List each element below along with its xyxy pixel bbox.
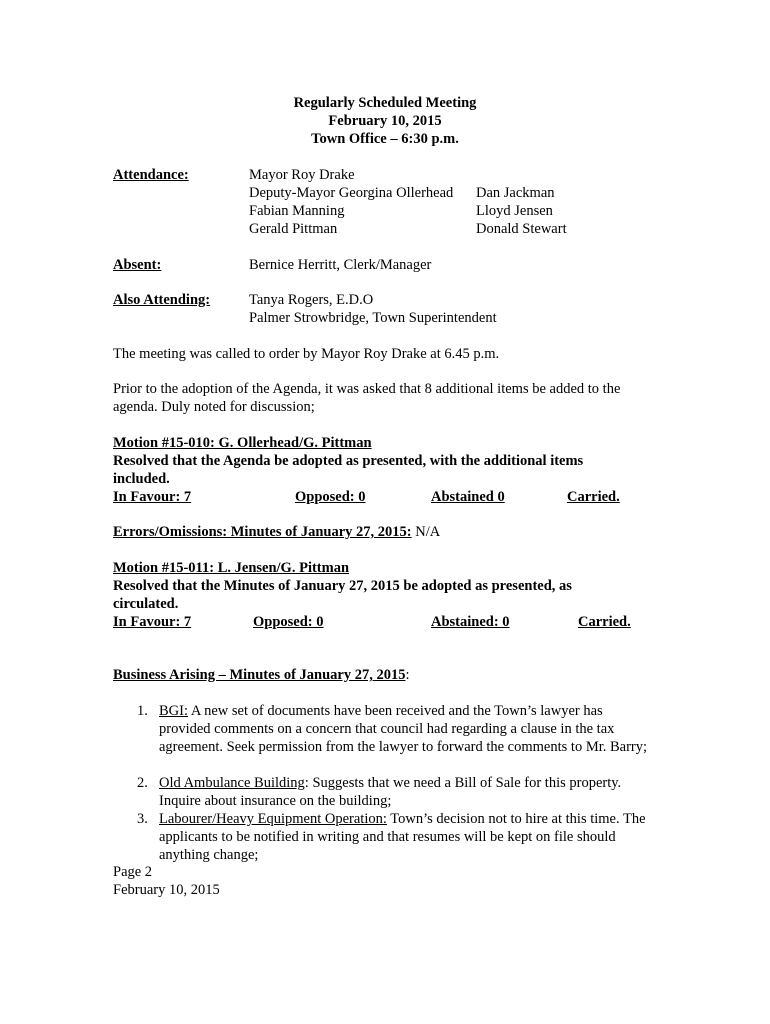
- vote-abstained: Abstained 0: [431, 489, 505, 505]
- agenda-note: Prior to the adoption of the Agenda, it was asked that 8 additional items be added to the agenda. Duly noted for discussion;: [113, 381, 621, 415]
- also-attending-value: Palmer Strowbridge, Town Superintendent: [249, 310, 497, 326]
- list-item: [159, 774, 654, 810]
- business-arising-title: Business Arising – Minutes of January 27, 2015: [113, 667, 406, 683]
- vote-result: Carried.: [567, 489, 620, 505]
- list-item-text: A new set of documents have been received and the Town’s lawyer has provided comments on a concern that council had regarding a clause in the tax agreement. Seek permission from the lawyer to forward the comments to Mr. Barry;: [159, 703, 648, 755]
- meeting-location: Town Office – 6:30 p.m.: [311, 131, 459, 147]
- errors-omissions: [113, 523, 440, 541]
- attendee: Gerald Pittman: [249, 221, 338, 237]
- attendee: Lloyd Jensen: [476, 203, 553, 219]
- attendee: Fabian Manning: [249, 203, 345, 219]
- attendee: Donald Stewart: [476, 221, 567, 237]
- errors-value: N/A: [411, 524, 441, 540]
- list-item-label: BGI:: [159, 703, 188, 719]
- motion-resolution: Resolved that the Agenda be adopted as presented, with the additional items included.: [113, 453, 584, 487]
- attendee: Mayor Roy Drake: [249, 167, 355, 183]
- attendance-label: Attendance:: [113, 167, 189, 183]
- call-to-order: The meeting was called to order by Mayor Roy Drake at 6.45 p.m.: [113, 346, 500, 362]
- meeting-title: Regularly Scheduled Meeting: [293, 95, 477, 111]
- errors-label: Errors/Omissions: Minutes of January 27, 2015:: [113, 524, 412, 540]
- list-item-text: : Suggests that we need a Bill of Sale for this property. Inquire about insurance on the building;: [159, 775, 622, 809]
- motion-title: Motion #15-010: G. Ollerhead/G. Pittman: [113, 435, 372, 451]
- vote-result: Carried.: [578, 614, 631, 630]
- footer-page-number: Page 2: [113, 864, 153, 880]
- vote-in-favour: In Favour: 7: [113, 614, 192, 630]
- attendee: Dan Jackman: [476, 185, 555, 201]
- absent-label: Absent:: [113, 257, 162, 273]
- motion-resolution: Resolved that the Minutes of January 27, 2015 be adopted as presented, as circulated.: [113, 578, 572, 612]
- business-arising-heading: [113, 666, 410, 684]
- also-attending-value: Tanya Rogers, E.D.O: [249, 292, 374, 308]
- list-item-text: Town’s decision not to hire at this time. The applicants to be notified in writing and that resumes will be kept on file should anything change;: [159, 811, 646, 863]
- footer-date: February 10, 2015: [113, 882, 220, 898]
- vote-in-favour: In Favour: 7: [113, 489, 192, 505]
- absent-value: Bernice Herritt, Clerk/Manager: [249, 257, 432, 273]
- business-arising-colon: :: [405, 667, 410, 683]
- list-item: [159, 702, 654, 756]
- meeting-date: February 10, 2015: [328, 113, 442, 129]
- vote-opposed: Opposed: 0: [295, 489, 366, 505]
- also-attending-label: Also Attending:: [113, 292, 211, 308]
- list-number: 1.: [137, 703, 148, 719]
- attendee: Deputy-Mayor Georgina Ollerhead: [249, 185, 454, 201]
- vote-abstained: Abstained: 0: [431, 614, 510, 630]
- list-item-label: Old Ambulance Building: [159, 775, 305, 791]
- vote-opposed: Opposed: 0: [253, 614, 324, 630]
- motion-title: Motion #15-011: L. Jensen/G. Pittman: [113, 560, 350, 576]
- list-number: 3.: [137, 811, 148, 827]
- list-item-label: Labourer/Heavy Equipment Operation:: [159, 811, 387, 827]
- list-item: [159, 810, 654, 864]
- list-number: 2.: [137, 775, 148, 791]
